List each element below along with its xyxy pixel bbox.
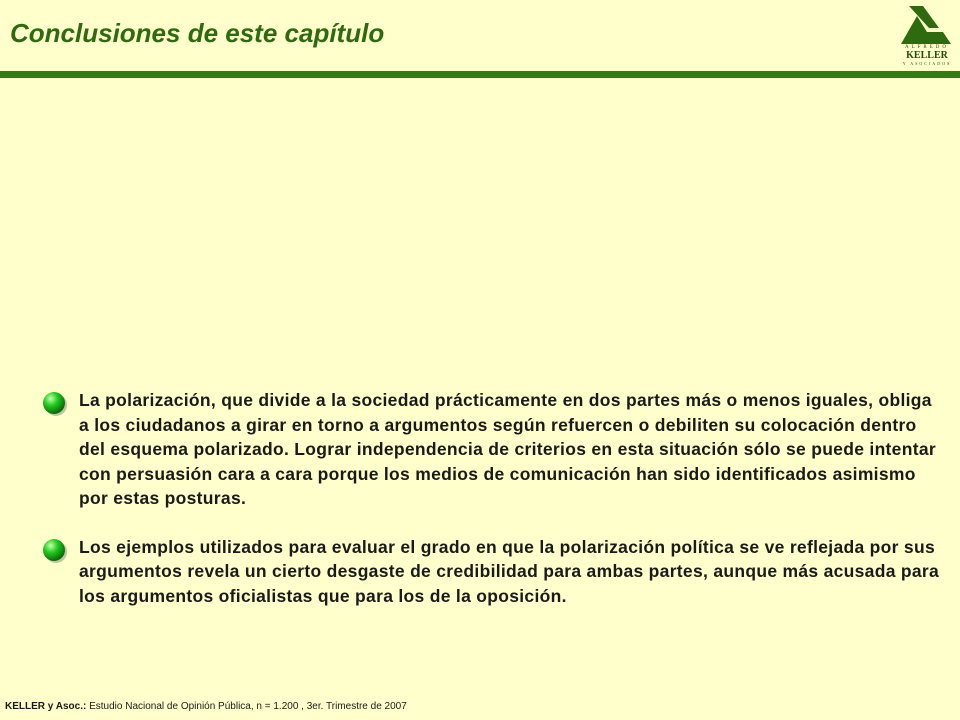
logo-sub-text: Y ASOCIADOS [902, 61, 952, 66]
keller-logo [899, 6, 959, 68]
conclusions-list [40, 388, 940, 632]
bullet-text: La polarización, que divide a la sociedad prácticamente en dos partes más o menos iguales, obliga a los ciudadanos a girar en torno a argumentos según refuercen o debiliten su colocación dentro del esquema polarizado. Lograr independencia de criterios en esta situación sólo se puede intentar con persuasión cara a cara porque los medios de comunicación han sido identificados asimismo por estas posturas. [79, 390, 936, 508]
logo-top-text: ALFREDO [904, 45, 950, 50]
page-title: Conclusiones de este capítulo [10, 18, 385, 48]
source-text: Estudio Nacional de Opinión Pública, n = 1.200 , 3er. Trimestre de 2007 [86, 701, 407, 712]
logo-name: KELLER [906, 50, 948, 61]
source-label: KELLER y Asoc.: [5, 701, 87, 712]
header-rule [0, 71, 960, 78]
source-footer [5, 701, 407, 712]
green-sphere-icon [42, 391, 68, 417]
list-item [40, 388, 940, 511]
list-item [40, 535, 940, 609]
logo-mark-icon [899, 6, 955, 46]
header [0, 0, 960, 78]
bullet-text: Los ejemplos utilizados para evaluar el grado en que la polarización política se ve reflejada por sus argumentos revela un cierto desgaste de credibilidad para ambas partes, aunque más acusada para los argumentos oficialistas que para los de la oposición. [79, 536, 940, 606]
green-sphere-icon [42, 538, 68, 564]
